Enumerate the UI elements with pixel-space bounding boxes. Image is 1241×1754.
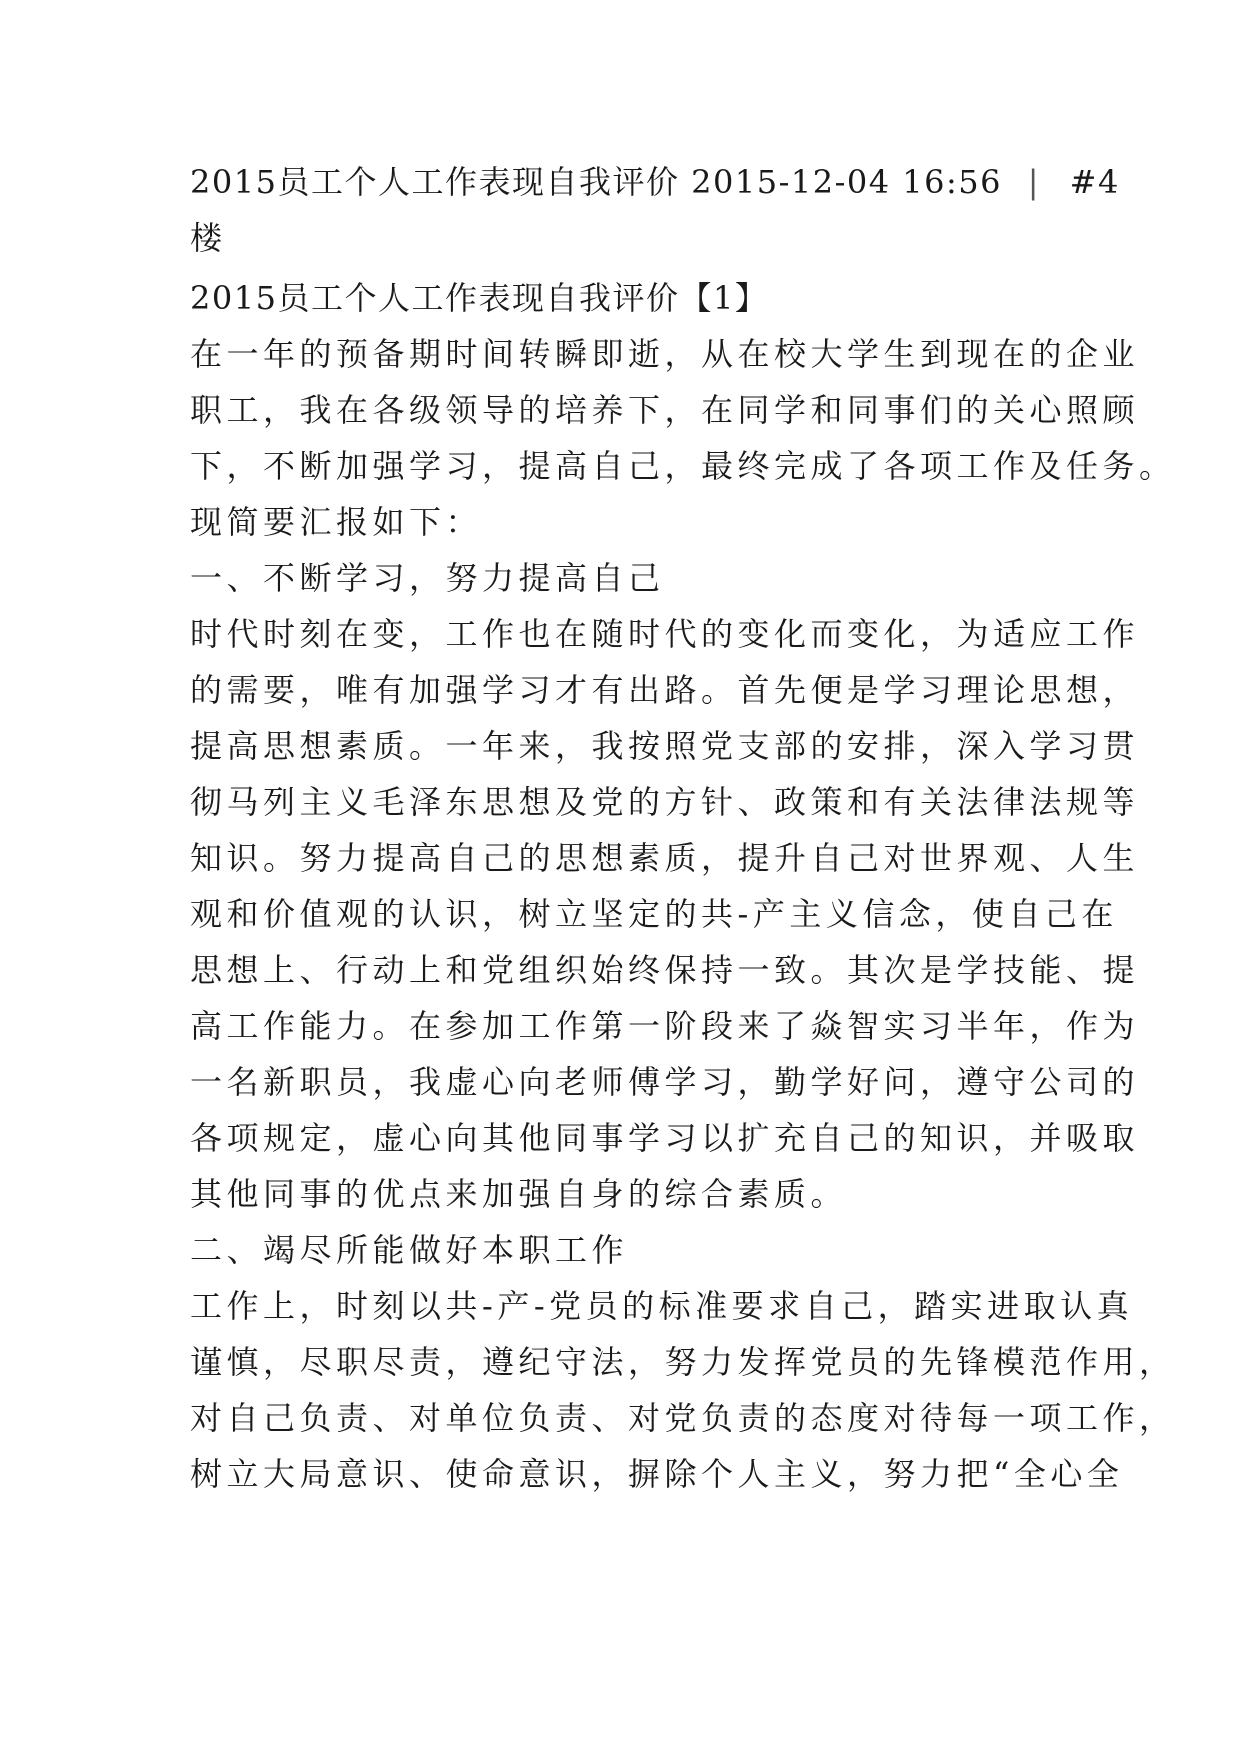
post-header-line	[190, 154, 1120, 210]
body-line: 下，不断加强学习，提高自己，最终完成了各项工作及任务。	[190, 447, 1176, 485]
body-line: 对自己负责、对单位负责、对党负责的态度对待每一项工作，	[190, 1399, 1176, 1437]
body-line: 一名新职员，我虚心向老师傅学习，勤学好问，遵守公司的	[190, 1063, 1140, 1101]
post-datetime: 2015-12-04 16:56	[691, 163, 1003, 201]
body-line: 谨慎，尽职尽责，遵纪守法，努力发挥党员的先锋模范作用，	[190, 1343, 1176, 1381]
post-title: 2015员工个人工作表现自我评价	[190, 163, 680, 201]
body-line: 各项规定，虚心向其他同事学习以扩充自己的知识，并吸取	[190, 1119, 1140, 1157]
body-line: 现简要汇报如下：	[190, 503, 483, 541]
body-line: 工作上，时刻以共-产-党员的标准要求自己，踏实进取认真	[190, 1287, 1134, 1325]
document-body	[190, 154, 1176, 1502]
section-heading: 二、竭尽所能做好本职工作	[190, 1231, 629, 1269]
body-line: 观和价值观的认识，树立坚定的共-产主义信念，使自己在	[190, 895, 1118, 933]
post-header	[190, 154, 1120, 266]
body-line: 树立大局意识、使命意识，摒除个人主义，努力把“全心全	[190, 1455, 1124, 1493]
post-floor-suffix: 楼	[190, 219, 227, 257]
body-line: 知识。努力提高自己的思想素质，提升自己对世界观、人生	[190, 839, 1140, 877]
post-floor: #4	[1069, 163, 1120, 201]
body-line: 高工作能力。在参加工作第一阶段来了焱智实习半年，作为	[190, 1007, 1140, 1045]
body-line: 其他同事的优点来加强自身的综合素质。	[190, 1175, 848, 1213]
body-line: 的需要，唯有加强学习才有出路。首先便是学习理论思想，	[190, 671, 1140, 709]
header-separator: |	[1027, 163, 1040, 201]
section-heading: 一、不断学习，努力提高自己	[190, 559, 665, 597]
body-line: 在一年的预备期时间转瞬即逝，从在校大学生到现在的企业	[190, 335, 1140, 373]
body-line: 职工，我在各级领导的培养下，在同学和同事们的关心照顾	[190, 391, 1140, 429]
body-line: 时代时刻在变，工作也在随时代的变化而变化，为适应工作	[190, 615, 1140, 653]
section-subtitle: 2015员工个人工作表现自我评价【1】	[190, 279, 769, 317]
body-line: 彻马列主义毛泽东思想及党的方针、政策和有关法律法规等	[190, 783, 1140, 821]
body-line: 思想上、行动上和党组织始终保持一致。其次是学技能、提	[190, 951, 1140, 989]
body-line: 提高思想素质。一年来，我按照党支部的安排，深入学习贯	[190, 727, 1140, 765]
